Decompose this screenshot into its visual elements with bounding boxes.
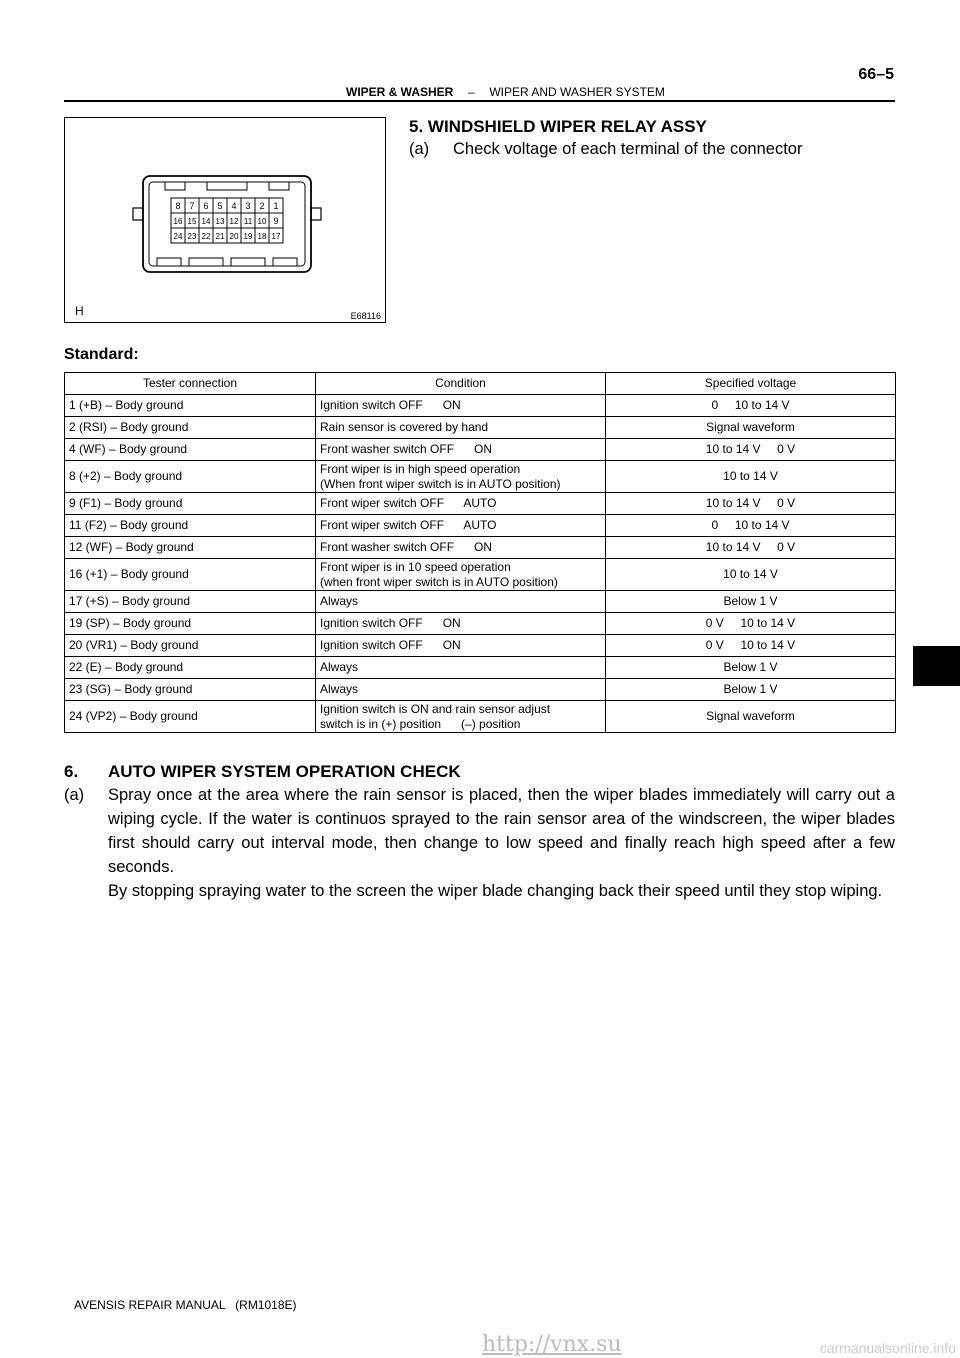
condition-cell: Ignition switch OFF ON bbox=[316, 395, 606, 417]
tester-connection-cell: 11 (F2) – Body ground bbox=[65, 515, 316, 537]
table-body bbox=[65, 395, 896, 733]
pin-number: 1 bbox=[273, 201, 279, 211]
header-section: WIPER & WASHER bbox=[346, 85, 454, 99]
table-header-row bbox=[65, 373, 896, 395]
pin-number: 16 bbox=[173, 217, 183, 226]
specified-voltage-cell: 10 to 14 V 0 V bbox=[606, 439, 896, 461]
condition-cell: Always bbox=[316, 657, 606, 679]
condition-cell: Front wiper is in high speed operation (When front wiper switch is in AUTO position) bbox=[316, 461, 606, 493]
specified-voltage-cell: 0 V 10 to 14 V bbox=[606, 635, 896, 657]
section-6-paragraph-1: Spray once at the area where the rain sensor is placed, then the wiper blades immediately will carry out a wiping cycle. If the water is continuos sprayed to the rain sensor area of the windscreen, the wiper blades first should carry out interval mode, then change to low speed and finally reach high speed after a few seconds. bbox=[108, 786, 895, 876]
specified-voltage-cell: Below 1 V bbox=[606, 679, 896, 701]
pin-number: 3 bbox=[245, 201, 251, 211]
condition-cell: Front washer switch OFF ON bbox=[316, 439, 606, 461]
tester-connection-cell: 22 (E) – Body ground bbox=[65, 657, 316, 679]
section-tab-marker bbox=[913, 646, 960, 686]
table-row bbox=[65, 395, 896, 417]
tester-connection-cell: 2 (RSI) – Body ground bbox=[65, 417, 316, 439]
condition-cell: Ignition switch OFF ON bbox=[316, 613, 606, 635]
pin-number: 14 bbox=[201, 217, 211, 226]
tester-connection-cell: 4 (WF) – Body ground bbox=[65, 439, 316, 461]
specified-voltage-cell: 10 to 14 V bbox=[606, 559, 896, 591]
condition-cell: Always bbox=[316, 591, 606, 613]
tester-connection-cell: 20 (VR1) – Body ground bbox=[65, 635, 316, 657]
pin-grid bbox=[171, 198, 283, 243]
condition-cell: Ignition switch OFF ON bbox=[316, 635, 606, 657]
header-subsection: WIPER AND WASHER SYSTEM bbox=[489, 85, 665, 99]
table-row bbox=[65, 559, 896, 591]
tester-connection-cell: 1 (+B) – Body ground bbox=[65, 395, 316, 417]
specified-voltage-cell: Signal waveform bbox=[606, 701, 896, 733]
pin-number: 22 bbox=[201, 232, 211, 241]
watermark-site: carmanualsonline.info bbox=[819, 1340, 956, 1356]
condition-cell: Always bbox=[316, 679, 606, 701]
pin-number: 23 bbox=[187, 232, 197, 241]
pin-number: 12 bbox=[229, 217, 239, 226]
standard-table bbox=[64, 372, 896, 733]
table-row bbox=[65, 537, 896, 559]
section-6-step-label: (a) bbox=[64, 786, 85, 804]
header-dash: – bbox=[468, 85, 475, 99]
section-5-step bbox=[409, 140, 802, 159]
tester-connection-cell: 9 (F1) – Body ground bbox=[65, 493, 316, 515]
connector-diagram bbox=[131, 174, 323, 274]
pin-number: 15 bbox=[187, 217, 197, 226]
condition-cell: Front washer switch OFF ON bbox=[316, 537, 606, 559]
tester-connection-cell: 24 (VP2) – Body ground bbox=[65, 701, 316, 733]
condition-cell: Front wiper switch OFF AUTO bbox=[316, 515, 606, 537]
tester-connection-cell: 23 (SG) – Body ground bbox=[65, 679, 316, 701]
condition-cell: Front wiper switch OFF AUTO bbox=[316, 493, 606, 515]
specified-voltage-cell: Below 1 V bbox=[606, 591, 896, 613]
header-rule bbox=[64, 100, 895, 102]
step-text: Check voltage of each terminal of the connector bbox=[453, 140, 803, 158]
table-row bbox=[65, 591, 896, 613]
section-6-title bbox=[64, 762, 461, 782]
pin-number: 7 bbox=[189, 201, 195, 211]
pin-number: 20 bbox=[229, 232, 239, 241]
table-row bbox=[65, 493, 896, 515]
figure-label-h: H bbox=[75, 304, 84, 318]
connector-figure bbox=[64, 117, 386, 323]
specified-voltage-cell: 0 V 10 to 14 V bbox=[606, 613, 896, 635]
pin-number: 19 bbox=[243, 232, 253, 241]
footer-manual-title: AVENSIS REPAIR MANUAL (RM1018E) bbox=[74, 1298, 297, 1312]
pin-number: 9 bbox=[273, 216, 279, 226]
specified-voltage-cell: Below 1 V bbox=[606, 657, 896, 679]
section-6-paragraph-2: By stopping spraying water to the screen the wiper blade changing back their speed until they stop wiping. bbox=[108, 882, 883, 900]
table-row bbox=[65, 635, 896, 657]
specified-voltage-cell: Signal waveform bbox=[606, 417, 896, 439]
pin-number: 8 bbox=[175, 201, 181, 211]
pin-number: 18 bbox=[257, 232, 267, 241]
page-number: 66–5 bbox=[858, 66, 894, 83]
table-row bbox=[65, 461, 896, 493]
specified-voltage-cell: 10 to 14 V bbox=[606, 461, 896, 493]
pin-number: 21 bbox=[215, 232, 225, 241]
figure-code: E68116 bbox=[350, 311, 381, 321]
tester-connection-cell: 8 (+2) – Body ground bbox=[65, 461, 316, 493]
pin-number: 6 bbox=[203, 201, 209, 211]
condition-cell: Ignition switch is ON and rain sensor adjust switch is in (+) position (–) position bbox=[316, 701, 606, 733]
table-row bbox=[65, 439, 896, 461]
table-row bbox=[65, 613, 896, 635]
standard-label: Standard: bbox=[64, 346, 139, 363]
table-row bbox=[65, 417, 896, 439]
pin-number: 2 bbox=[259, 201, 265, 211]
pin-number: 4 bbox=[231, 201, 237, 211]
col-header-tester: Tester connection bbox=[65, 373, 316, 395]
specified-voltage-cell: 0 10 to 14 V bbox=[606, 515, 896, 537]
table-row bbox=[65, 701, 896, 733]
table-row bbox=[65, 657, 896, 679]
specified-voltage-cell: 10 to 14 V 0 V bbox=[606, 537, 896, 559]
pin-number: 13 bbox=[215, 217, 225, 226]
watermark-link[interactable]: http://vnx.su bbox=[482, 1332, 622, 1357]
col-header-voltage: Specified voltage bbox=[606, 373, 896, 395]
specified-voltage-cell: 10 to 14 V 0 V bbox=[606, 493, 896, 515]
pin-number: 5 bbox=[217, 201, 223, 211]
tester-connection-cell: 16 (+1) – Body ground bbox=[65, 559, 316, 591]
section-6-body bbox=[64, 783, 895, 903]
pin-number: 11 bbox=[243, 217, 253, 226]
section-6-number: 6. bbox=[64, 762, 79, 781]
step-label: (a) bbox=[409, 140, 430, 158]
tester-connection-cell: 19 (SP) – Body ground bbox=[65, 613, 316, 635]
tester-connection-cell: 17 (+S) – Body ground bbox=[65, 591, 316, 613]
table-row bbox=[65, 515, 896, 537]
running-header bbox=[346, 85, 665, 99]
section-5-title: 5. WINDSHIELD WIPER RELAY ASSY bbox=[409, 117, 707, 136]
tester-connection-cell: 12 (WF) – Body ground bbox=[65, 537, 316, 559]
section-6-heading: AUTO WIPER SYSTEM OPERATION CHECK bbox=[108, 762, 461, 781]
pin-number: 17 bbox=[271, 232, 281, 241]
table-row bbox=[65, 679, 896, 701]
condition-cell: Rain sensor is covered by hand bbox=[316, 417, 606, 439]
pin-number: 10 bbox=[257, 217, 267, 226]
pin-number: 24 bbox=[173, 232, 183, 241]
condition-cell: Front wiper is in 10 speed operation (when front wiper switch is in AUTO position) bbox=[316, 559, 606, 591]
col-header-condition: Condition bbox=[316, 373, 606, 395]
specified-voltage-cell: 0 10 to 14 V bbox=[606, 395, 896, 417]
